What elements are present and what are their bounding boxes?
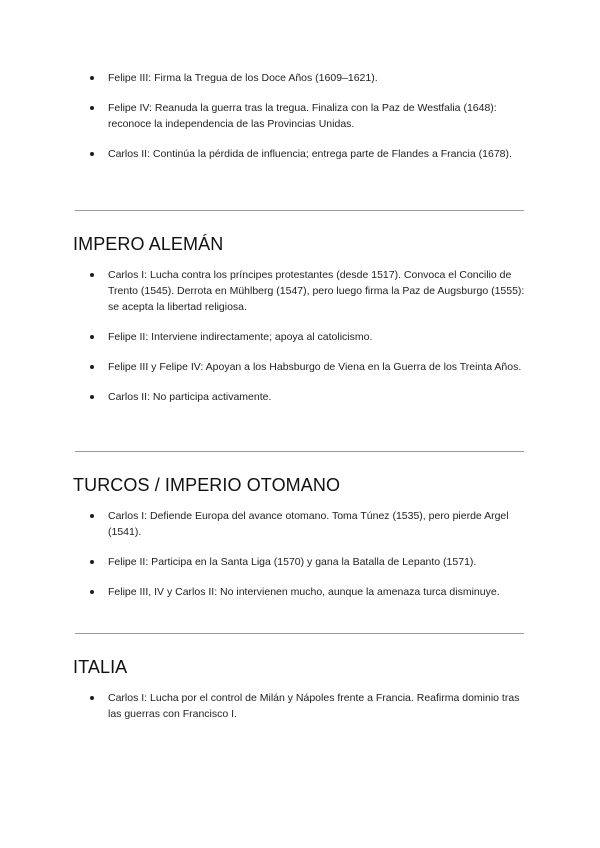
section-flandes-list (73, 70, 528, 162)
section-divider (75, 210, 524, 211)
section-imperio-aleman-list (73, 267, 528, 405)
list-item: Carlos II: No participa activamente. (73, 389, 528, 405)
list-item: Carlos I: Lucha por el control de Milán y Nápoles frente a Francia. Reafirma dominio tras las guerras con Francisco I. (73, 690, 528, 722)
list-item: Carlos II: Continúa la pérdida de influencia; entrega parte de Flandes a Francia (1678). (73, 146, 528, 162)
bullet-list (73, 508, 528, 600)
section-heading-imperio-aleman: IMPERO ALEMÁN (73, 234, 224, 254)
section-heading-turcos: TURCOS / IMPERIO OTOMANO (73, 475, 341, 495)
section-heading-italia: ITALIA (73, 657, 128, 677)
list-item: Carlos I: Lucha contra los príncipes protestantes (desde 1517). Convoca el Concilio de Trento (1545). Derrota en Mühlberg (1547), pero luego firma la Paz de Augsburgo (1555): se acepta la libertad religiosa. (73, 267, 528, 315)
section-turcos-list (73, 508, 528, 600)
list-item: Felipe III, IV y Carlos II: No intervienen mucho, aunque la amenaza turca disminuye. (73, 584, 528, 600)
list-item: Felipe II: Participa en la Santa Liga (1570) y gana la Batalla de Lepanto (1571). (73, 554, 528, 570)
bullet-list (73, 70, 528, 162)
list-item: Felipe II: Interviene indirectamente; apoya al catolicismo. (73, 329, 528, 345)
bullet-list (73, 267, 528, 405)
section-divider (75, 633, 524, 634)
section-italia-list (73, 690, 528, 722)
list-item: Felipe III y Felipe IV: Apoyan a los Habsburgo de Viena en la Guerra de los Treinta Años. (73, 359, 528, 375)
section-divider (75, 451, 524, 452)
list-item: Carlos I: Defiende Europa del avance otomano. Toma Túnez (1535), pero pierde Argel (1541). (73, 508, 528, 540)
list-item: Felipe IV: Reanuda la guerra tras la tregua. Finaliza con la Paz de Westfalia (1648): reconoce la independencia de las Provincias Unidas. (73, 100, 528, 132)
bullet-list (73, 690, 528, 722)
list-item: Felipe III: Firma la Tregua de los Doce Años (1609–1621). (73, 70, 528, 86)
